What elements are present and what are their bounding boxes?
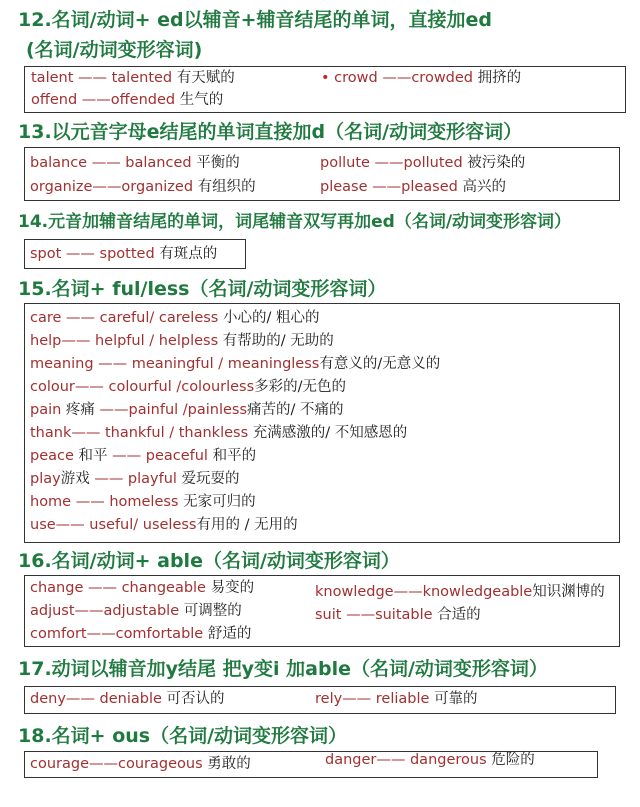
- section-16-title: 16.名词/动词+ able（名词/动词变形容词）: [18, 550, 400, 572]
- word-pair: [30, 578, 254, 598]
- word-pair: [30, 601, 242, 621]
- english-forms: change —— changeable: [30, 580, 206, 596]
- english-forms: organize——organized: [30, 179, 194, 195]
- chinese-noun: 游戏: [60, 471, 90, 487]
- word-pair: [325, 750, 535, 770]
- word-pair: [30, 446, 256, 466]
- chinese-meaning: 无家可归的: [183, 494, 256, 510]
- chinese-noun: 和平: [78, 448, 108, 464]
- chinese-meaning: 危险的: [491, 752, 535, 768]
- chinese-meaning: 有天赋的: [176, 70, 235, 86]
- chinese-meaning: 痛苦的/ 不痛的: [247, 402, 344, 418]
- chinese-meaning: 舒适的: [207, 626, 252, 642]
- word-pair: [31, 68, 235, 88]
- english-forms: knowledge——knowledgeable: [315, 584, 533, 600]
- english-forms: offend ——offended: [31, 92, 176, 108]
- english-forms: danger—— dangerous: [325, 752, 487, 768]
- chinese-meaning: 高兴的: [462, 179, 506, 195]
- english-forms: crowd ——crowded: [334, 70, 474, 86]
- chinese-meaning: 充满感激的/ 不知感恩的: [252, 425, 408, 441]
- section-14-box: [24, 239, 246, 269]
- word-pair: [30, 689, 225, 709]
- section-17-title: 17.动词以辅音加y结尾 把y变i 加able（名词/动词变形容词）: [18, 658, 548, 680]
- english-noun: pain: [30, 402, 62, 418]
- word-pair: [30, 754, 251, 774]
- chinese-meaning: 知识渊博的: [532, 584, 605, 600]
- english-forms: ——painful /painless: [99, 402, 248, 418]
- english-forms: use—— useful/ useless: [30, 517, 197, 533]
- chinese-meaning: 和平的: [212, 448, 257, 464]
- word-pair: [30, 244, 217, 264]
- english-forms: talent —— talented: [31, 70, 173, 86]
- english-forms: —— playful: [94, 471, 177, 487]
- chinese-meaning: 生气的: [179, 92, 224, 108]
- english-forms: adjust——adjustable: [30, 603, 180, 619]
- english-forms: deny—— deniable: [30, 691, 162, 707]
- word-pair: [30, 377, 346, 397]
- section-15-box: [24, 303, 620, 543]
- section-16-box: [24, 575, 620, 647]
- chinese-meaning: 被污染的: [467, 155, 526, 171]
- section-13-title: 13.以元音字母e结尾的单词直接加d（名词/动词变形容词）: [18, 121, 523, 143]
- english-forms: care —— careful/ careless: [30, 310, 219, 326]
- english-forms: pollute ——polluted: [320, 155, 463, 171]
- chinese-meaning: 勇敢的: [207, 756, 251, 772]
- section-18-title: 18.名词+ ous（名词/动词变形容词）: [18, 725, 348, 747]
- english-forms: home —— homeless: [30, 494, 179, 510]
- english-forms: comfort——comfortable: [30, 626, 204, 642]
- english-forms: meaning —— meaningful / meaningless: [30, 356, 320, 372]
- english-forms: colour—— colourful /colourless: [30, 379, 255, 395]
- english-forms: thank—— thankful / thankless: [30, 425, 249, 441]
- chinese-meaning: 爱玩耍的: [181, 471, 240, 487]
- word-pair: [320, 153, 525, 173]
- chinese-noun: 疼痛: [65, 402, 95, 418]
- word-pair: [321, 68, 521, 88]
- section-12-subtitle: (名词/动词变形容词): [26, 39, 203, 61]
- word-pair: [30, 515, 298, 535]
- bullet-icon: •: [321, 70, 330, 86]
- section-14-title: 14.元音加辅音结尾的单词，词尾辅音双写再加ed（名词/动词变形容词）: [18, 212, 572, 232]
- word-pair: [31, 90, 223, 110]
- word-pair: [30, 308, 319, 328]
- chinese-meaning: 合适的: [437, 607, 481, 623]
- chinese-meaning: 有用的 / 无用的: [196, 517, 298, 533]
- english-forms: spot —— spotted: [30, 246, 155, 262]
- word-pair: [315, 689, 478, 709]
- chinese-meaning: 多彩的/无色的: [254, 379, 347, 395]
- word-pair: [320, 177, 506, 197]
- english-forms: courage——courageous: [30, 756, 203, 772]
- chinese-meaning: 有意义的/无意义的: [319, 356, 441, 372]
- word-pair: [30, 177, 256, 197]
- english-forms: help—— helpful / helpless: [30, 333, 219, 349]
- chinese-meaning: 有帮助的/ 无助的: [222, 333, 334, 349]
- word-pair: [30, 469, 240, 489]
- chinese-meaning: 易变的: [210, 580, 255, 596]
- word-pair: [30, 423, 407, 443]
- english-forms: please ——pleased: [320, 179, 458, 195]
- english-forms: —— peaceful: [112, 448, 208, 464]
- english-noun: play: [30, 471, 61, 487]
- section-17-box: [24, 686, 616, 714]
- english-noun: peace: [30, 448, 74, 464]
- word-pair: [30, 400, 344, 420]
- chinese-meaning: 可靠的: [434, 691, 478, 707]
- english-forms: rely—— reliable: [315, 691, 430, 707]
- word-pair: [30, 492, 256, 512]
- chinese-meaning: 小心的/ 粗心的: [222, 310, 320, 326]
- section-12-title: 12.名词/动词+ ed以辅音+辅音结尾的单词，直接加ed: [18, 9, 493, 31]
- word-pair: [315, 582, 605, 602]
- word-pair: [30, 354, 440, 374]
- word-pair: [315, 605, 481, 625]
- word-pair: [30, 331, 334, 351]
- section-18-box: [24, 751, 598, 778]
- chinese-meaning: 可调整的: [183, 603, 242, 619]
- chinese-meaning: 有斑点的: [159, 246, 218, 262]
- section-13-box: [24, 147, 620, 201]
- section-15-title: 15.名词+ ful/less（名词/动词变形容词）: [18, 278, 387, 300]
- chinese-meaning: 可否认的: [166, 691, 225, 707]
- chinese-meaning: 拥挤的: [477, 70, 522, 86]
- chinese-meaning: 平衡的: [196, 155, 240, 171]
- english-forms: suit ——suitable: [315, 607, 433, 623]
- word-pair: [30, 153, 240, 173]
- word-pair: [30, 624, 251, 644]
- section-12-box: [24, 66, 626, 113]
- chinese-meaning: 有组织的: [197, 179, 256, 195]
- english-forms: balance —— balanced: [30, 155, 192, 171]
